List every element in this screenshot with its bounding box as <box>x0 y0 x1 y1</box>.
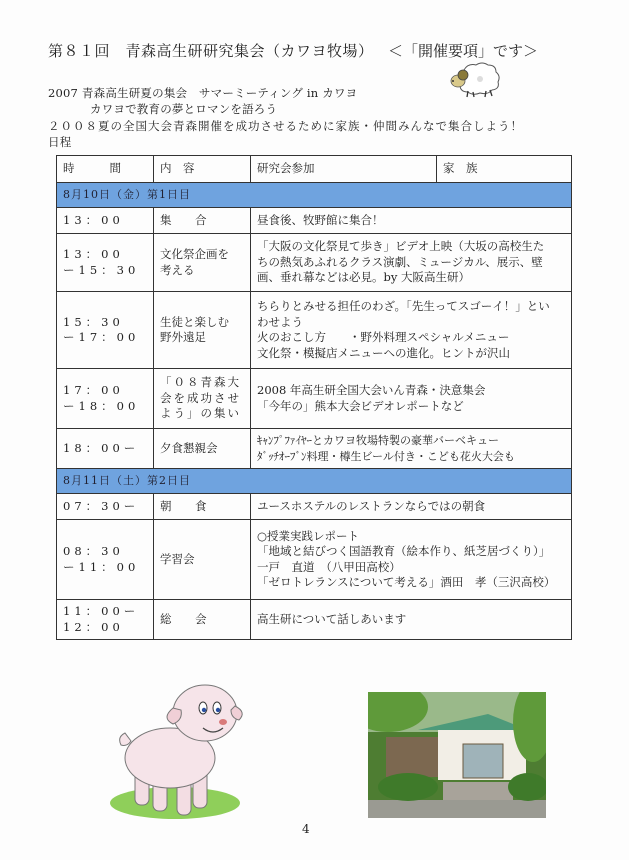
table-row <box>57 292 572 369</box>
day-label: 8月11日（土）第2日目 <box>57 469 572 494</box>
content-cell: 文化祭企画を 考える <box>154 234 251 292</box>
content-cell: 「０８青森大 会を成功させ よう」の集い <box>154 369 251 429</box>
day-band-1 <box>57 183 572 208</box>
header-time: 時 間 <box>57 156 154 183</box>
table-row <box>57 234 572 292</box>
header-research: 研究会参加 <box>251 156 437 183</box>
time-cell: 11：00ー 12：00 <box>57 600 154 640</box>
schedule-label: 日程 <box>48 135 72 149</box>
content-cell: 学習会 <box>154 520 251 600</box>
day-band-2 <box>57 469 572 494</box>
schedule-table <box>56 155 572 640</box>
page-subtitle: ＜「開催要項」です＞ <box>388 42 539 60</box>
lodge-building-photo <box>368 692 546 818</box>
sheep-icon <box>446 62 506 100</box>
header-family: 家 族 <box>437 156 572 183</box>
table-row <box>57 520 572 600</box>
time-cell: 15：30 ー17：00 <box>57 292 154 369</box>
header-content: 内 容 <box>154 156 251 183</box>
table-row <box>57 600 572 640</box>
time-cell: 08：30 ー11：00 <box>57 520 154 600</box>
time-cell: 13：00 ー15：30 <box>57 234 154 292</box>
table-header-row <box>57 156 572 183</box>
table-row <box>57 208 572 234</box>
research-cell: ○授業実践レポート 「地域と結びつく国語教育（絵本作り、紙芝居づくり）」 一戸 直道 （八甲田高校） 「ゼロトレランスについて考える」酒田 孝（三沢高校） <box>251 520 572 600</box>
research-cell: ユースホステルのレストランならではの朝食 <box>251 494 572 520</box>
lamb-illustration <box>95 668 265 828</box>
research-cell: 昼食後、牧野館に集合！ <box>251 208 572 234</box>
intro-line-1: 2007 青森高生研夏の集会 サマーミーティング in カワヨ <box>48 86 358 100</box>
table-row <box>57 494 572 520</box>
content-cell: 夕食懇親会 <box>154 429 251 469</box>
content-cell: 集 合 <box>154 208 251 234</box>
research-cell: ちらりとみせる担任のわざ。「先生ってスゴーイ！」とい わせよう 火のおこし方 ・野外料理スペシャルメニュー 文化祭・模擬店メニューへの進化。ヒントが沢山 <box>251 292 572 369</box>
page-title: 第８１回 青森高生研研究集会（カワヨ牧場） <box>48 42 374 60</box>
day-label: 8月10日（金）第1日目 <box>57 183 572 208</box>
content-cell: 総 会 <box>154 600 251 640</box>
time-cell: 07：30ー <box>57 494 154 520</box>
research-cell: 2008 年高生研全国大会いん青森・決意集会 「今年の」熊本大会ビデオレポートなど <box>251 369 572 429</box>
content-cell: 生徒と楽しむ 野外遠足 <box>154 292 251 369</box>
table-row <box>57 369 572 429</box>
content-cell: 朝 食 <box>154 494 251 520</box>
time-cell: 13：00 <box>57 208 154 234</box>
intro-line-3: ２００８夏の全国大会青森開催を成功させるために家族・仲間みんなで集合しよう！ <box>48 119 523 133</box>
research-cell: ｷｬﾝﾌﾟﾌｧｲﾔｰとカワヨ牧場特製の豪華バーベキュー ﾀﾞｯﾁｵｰﾌﾞﾝ料理・樽生ビール付き・こども花火大会も <box>251 429 572 469</box>
time-cell: 17：00 ー18：00 <box>57 369 154 429</box>
table-row <box>57 429 572 469</box>
intro-line-2: カワヨで教育の夢とロマンを語ろう <box>90 102 278 116</box>
time-cell: 18：00ー <box>57 429 154 469</box>
research-cell: 「大阪の文化祭見て歩き」ビデオ上映（大坂の高校生た ちの熱気あふれるクラス演劇、ミュージカル、展示、壁 画、垂れ幕などは必見。by 大阪高生研） <box>251 234 572 292</box>
research-cell: 高生研について話しあいます <box>251 600 572 640</box>
page-number: 4 <box>302 822 310 836</box>
